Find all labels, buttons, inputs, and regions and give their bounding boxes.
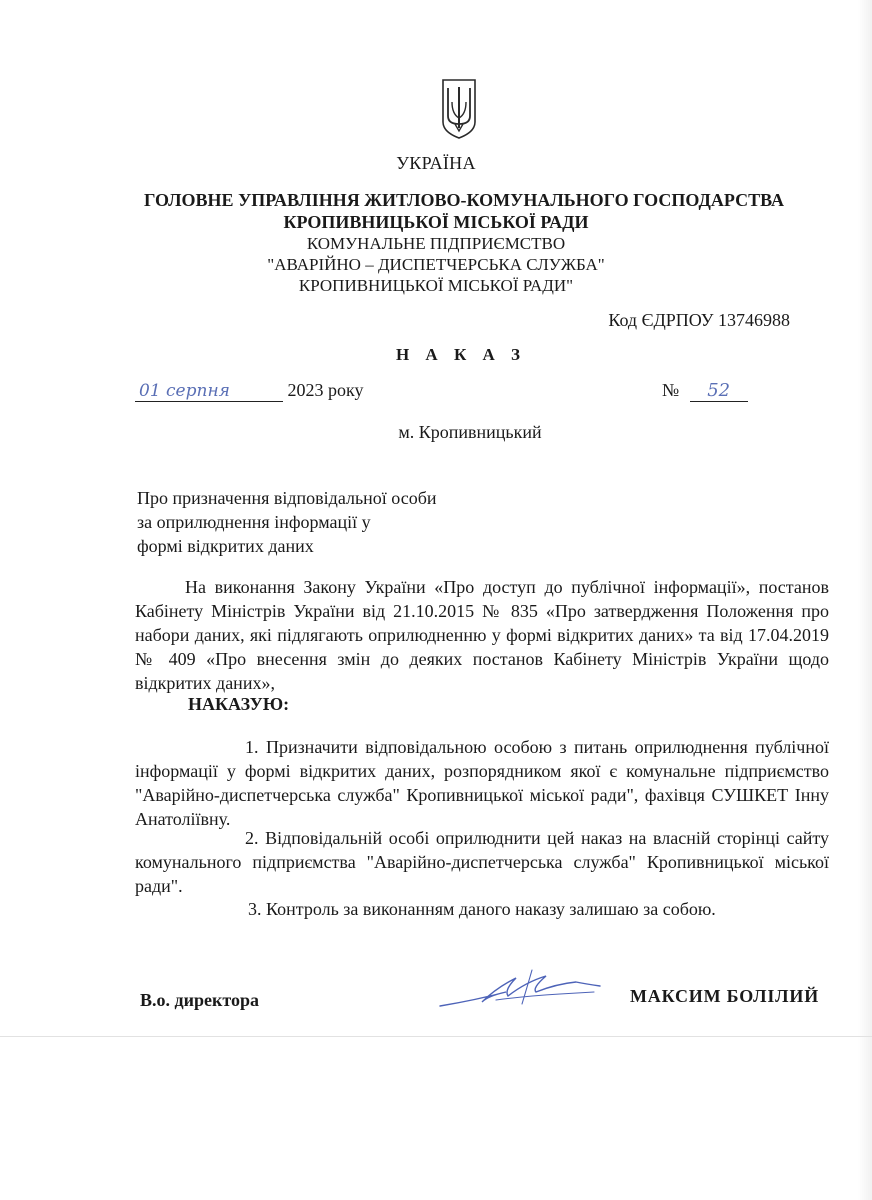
org-line-3: КОМУНАЛЬНЕ ПІДПРИЄМСТВО: [306, 234, 566, 253]
number-label: №: [662, 380, 680, 400]
order-item-3: 3. Контроль за виконанням даного наказу залишаю за собою.: [248, 899, 716, 919]
org-line-1: ГОЛОВНЕ УПРАВЛІННЯ ЖИТЛОВО-КОМУНАЛЬНОГО ГОСПОДАРСТВА: [144, 190, 784, 210]
trident-emblem-icon: [440, 78, 478, 140]
edrpou-code: Код ЄДРПОУ 13746988: [608, 310, 790, 330]
order-city: м. Кропивницький: [398, 422, 542, 442]
handwritten-number: 52: [690, 380, 748, 402]
subject-line-1: Про призначення відповідальної особи: [137, 488, 437, 508]
scan-page-bottom-edge: [0, 1036, 872, 1037]
preamble-paragraph: На виконання Закону України «Про доступ до публічної інформації», постанов Кабінету Міністрів України від 21.10.2015 № 835 «Про затвердження Положення про набори даних, які підлягають оприлюдненню у формі відкритих даних» та від 17.04.2019 № 409 «Про внесення змін до деяких постанов Кабінету Міністрів України щодо відкритих даних»,: [135, 577, 829, 693]
handwritten-signature: [436, 966, 606, 1014]
subject-line-2: за оприлюднення інформації у: [137, 512, 371, 532]
order-item-1: 1. Призначити відповідальною особою з питань оприлюднення публічної інформації у формі відкритих даних, розпорядником якої є комунальне підприємство "Аварійно-диспетчерська служба" Кропивницької міської ради", фахівця СУШКЕТ Інну Анатоліївну.: [135, 737, 829, 829]
signer-name: МАКСИМ БОЛІЛИЙ: [630, 986, 819, 1006]
order-number: [662, 380, 748, 402]
order-word: НАКАЗУЮ:: [188, 694, 290, 714]
country-name: УКРАЇНА: [396, 153, 476, 173]
order-item-2: 2. Відповідальній особі оприлюднити цей наказ на власній сторінці сайту комунального підприємства "Аварійно-диспетчерська служба" Кропивницької міської ради".: [135, 828, 829, 896]
org-line-4: "АВАРІЙНО – ДИСПЕТЧЕРСЬКА СЛУЖБА": [267, 255, 605, 274]
handwritten-date: 01 серпня: [135, 381, 283, 402]
org-line-2: КРОПИВНИЦЬКОЇ МІСЬКОЇ РАДИ: [283, 212, 589, 232]
scan-edge-shadow: [858, 0, 872, 1200]
subject-line-3: формі відкритих даних: [137, 536, 314, 556]
org-line-5: КРОПИВНИЦЬКОЇ МІСЬКОЇ РАДИ": [298, 276, 574, 295]
order-year: 2023 року: [287, 380, 364, 400]
signer-position: В.о. директора: [140, 990, 259, 1010]
order-date: [135, 380, 364, 402]
document-title: Н А К А З: [395, 345, 527, 364]
